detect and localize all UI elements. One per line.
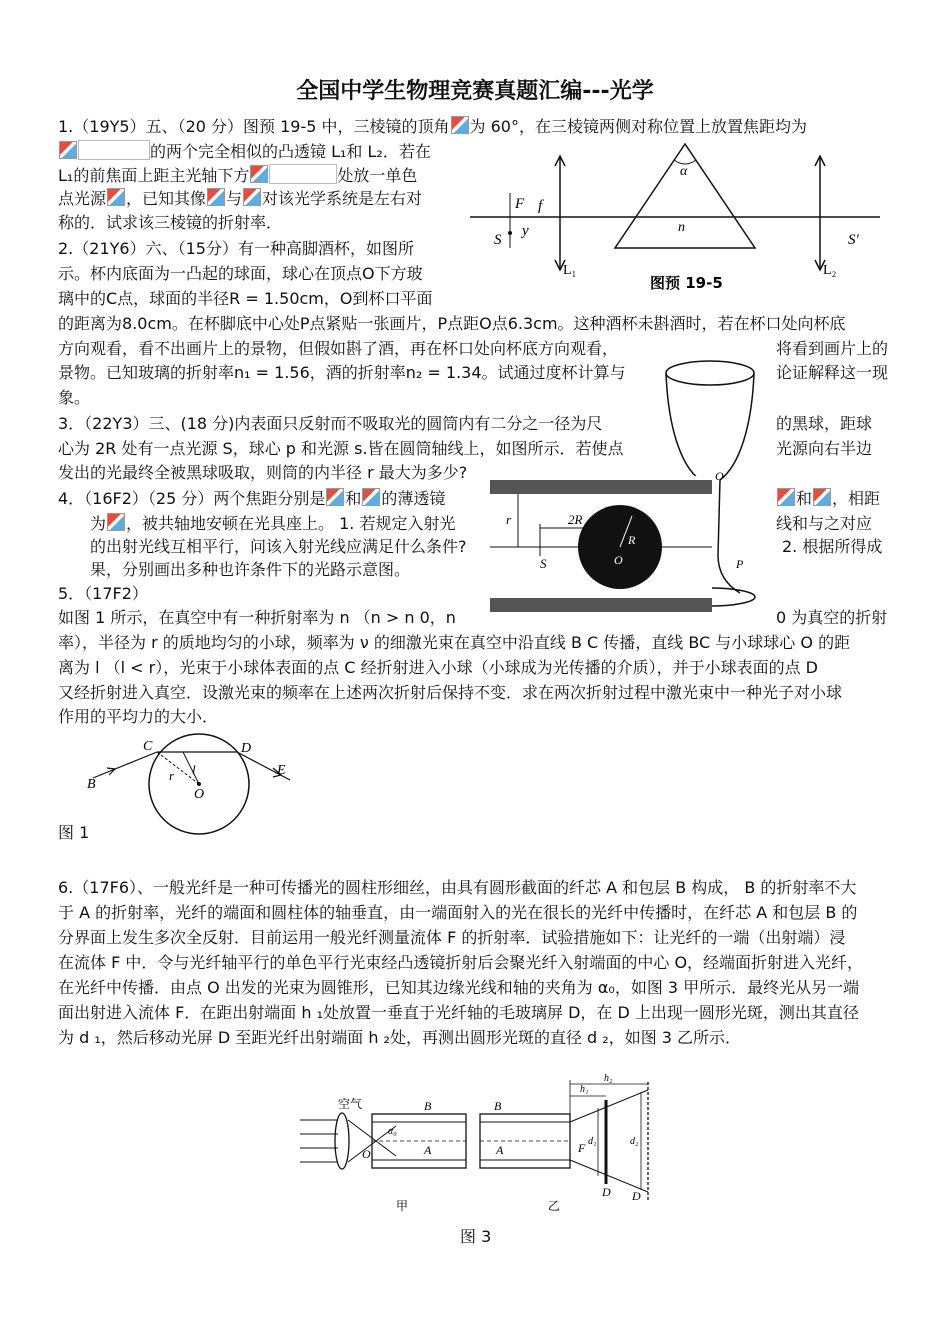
label-air: 空气 [338, 1097, 363, 1111]
p4-line2 [90, 513, 455, 535]
p5-line3: 率），半径为 r 的质地均匀的小球，频率为 ν 的细激光束在真空中沿直线 B C 传播，直线 BC 与小球球心 O 的距 [58, 633, 851, 652]
label-B: B [424, 1099, 432, 1113]
page-title: 全国中学生物理竞赛真题汇编---光学 [296, 79, 654, 104]
image-placeholder-icon [813, 488, 831, 506]
p6-line6: 面出射进入流体 F．在距出射端面 h ₁处放置一垂直于光纤轴的毛玻璃屏 D，在 D 上出现一圆形光斑，测出其直径 [58, 1003, 859, 1022]
convex-lens [335, 1113, 349, 1169]
p3-line2-right: 光源向右半边 [776, 439, 873, 458]
label-L2: L₂ [823, 263, 837, 278]
prism-figure [460, 138, 890, 298]
p6-line4: 在流体 F 中．令与光纤轴平行的单色平行光束经凸透镜折射后会聚光纤入射端面的中心 O，经端面折射进入光纤， [58, 953, 864, 972]
p2-line6: 景物。已知玻璃的折射率n₁ = 1.56，酒的折射率n₂ = 1.34。试通过度杯计算与 [58, 363, 626, 382]
image-placeholder-icon [107, 188, 125, 206]
p3-line3: 发出的光最终全被黑球吸取，则筒的内半径 r 最大为多少? [58, 463, 468, 482]
formula-box [269, 164, 337, 184]
label-alpha0: α₀ [388, 1126, 397, 1137]
p4-line2-right: 线和与之对应 [776, 514, 873, 533]
label-A: A [424, 1143, 432, 1157]
figure-3-caption: 图 3 [460, 1227, 492, 1246]
image-placeholder-icon [362, 488, 380, 506]
p4-line3-right: 2. 根据所得成 [782, 537, 883, 556]
center-O [197, 782, 201, 786]
p2-line4: 的距离为8.0cm。在杯脚底中心处P点紧贴一张画片，P点距O点6.3cm。这种酒杯未斟酒时，若在杯口处向杯底 [58, 314, 846, 333]
p6-line7: 为 d ₁，然后移动光屏 D 至距光纤出射端面 h ₂处，再测出圆形光斑的直径 d ₂，如图 3 乙所示． [58, 1028, 742, 1047]
label-d2: d₂ [630, 1136, 639, 1147]
p1-line1 [58, 116, 807, 138]
glass-stem-right [718, 480, 740, 593]
label-O: O [715, 469, 724, 483]
label-A: A [496, 1143, 504, 1157]
label-r: r [506, 512, 512, 527]
ray-BC [93, 752, 157, 778]
label-D: D [602, 1185, 611, 1199]
p4-text: ，相距 [832, 489, 881, 508]
p4-text: ，被共轴地安顿在光具座上。 1. 若规定入射光 [126, 514, 456, 533]
p6-line5: 在光纤中传播．由点 O 出发的光束为圆锥形，已知其边缘光线和轴的夹角为 α₀，如图 3 甲所示．最终光从另一端 [58, 978, 860, 997]
image-placeholder-icon [59, 141, 77, 159]
p5-line1: 5．（17F2） [58, 584, 148, 603]
label-d1: d₁ [588, 1136, 597, 1147]
tube-wall-top [490, 480, 712, 494]
image-placeholder-icon [451, 116, 469, 134]
figure-caption: 图预 19-5 [650, 274, 723, 292]
p1-text: 对该光学系统是左右对 [262, 189, 423, 208]
label-B: B [494, 1099, 502, 1113]
p1-text: 与 [226, 189, 243, 208]
p5-line2-right: 0 为真空的折射 [776, 608, 888, 627]
glass-rim [666, 361, 754, 385]
label-P: P [736, 557, 744, 571]
label-F: F [515, 196, 525, 212]
label-S: S [494, 232, 502, 248]
image-placeholder-icon [107, 513, 125, 531]
label-R: R [628, 533, 636, 547]
p6-line1: 6.（17F6）、一般光纤是一种可传播光的圆柱形细丝，由具有圆形截面的纤芯 A 和包层 B 构成， B 的折射率不大 [58, 878, 857, 897]
p2-line1: 2.（21Y6）六、（15分）有一种高脚酒杯，如图所 [58, 239, 414, 258]
image-placeholder-icon [250, 165, 268, 183]
cone-ray [376, 1141, 396, 1156]
p2-line6-right: 论证解释这一现 [776, 363, 889, 382]
p1-line2 [58, 140, 431, 163]
p3-line1-right: 的黑球，距球 [776, 414, 873, 433]
p3-line2: 心为 2R 处有一点光源 S，球心 p 和光源 s.皆在圆筒轴线上，如图所示．若使点 [58, 439, 624, 458]
p5-line6: 作用的平均力的大小． [58, 707, 219, 726]
p1-text: 1.（19Y5）五、（20 分）图预 19-5 中，三棱镜的顶角 [58, 117, 450, 136]
label-S-prime: S' [848, 232, 859, 248]
label-jia: 甲 [396, 1199, 409, 1213]
label-O: O [362, 1147, 371, 1161]
p2-line5-right: 将看到画片上的 [776, 339, 889, 358]
glass-right-wall [720, 373, 754, 480]
p5-line5: 又经折射进入真空．设激光束的频率在上述两次折射后保持不变．求在两次折射过程中激光束中一种光子对小球 [58, 683, 843, 702]
label-D: D [632, 1189, 641, 1203]
formula-box [78, 140, 150, 160]
prism [615, 144, 755, 248]
p1-text: ，已知其像 [126, 189, 207, 208]
sphere-figure [85, 730, 305, 838]
label-C: C [143, 739, 153, 754]
optical-fiber-figure [298, 1072, 660, 1218]
label-L1: L₁ [563, 263, 577, 278]
point-source [508, 231, 512, 235]
image-placeholder-icon [326, 488, 344, 506]
tube-wall-bottom [490, 598, 712, 612]
p1-text: 点光源 [58, 189, 107, 208]
distance-l [183, 752, 199, 784]
label-F: F [578, 1141, 586, 1155]
label-l: l [192, 762, 196, 777]
p4-text: 的薄透镜 [381, 489, 446, 508]
p1-line5: 称的．试求该三棱镜的折射率． [58, 213, 283, 232]
p3-line1: 3．（22Y3）三、(18 分)内表面只反射而不吸取光的圆筒内有二分之一径为尺 [58, 414, 603, 433]
p1-line4 [58, 188, 422, 210]
label-y: y [522, 223, 529, 239]
p4-text: 和 [345, 489, 362, 508]
label-D: D [241, 741, 252, 756]
label-E: E [277, 763, 286, 778]
label-h1: h₁ [580, 1084, 589, 1095]
label-O: O [194, 787, 205, 802]
label-f: f [538, 198, 543, 214]
label-h2: h₂ [604, 1073, 613, 1084]
label-2R: 2R [568, 512, 583, 527]
p4-line3: 的出射光线互相平行，问该入射光线应满足什么条件? [90, 537, 467, 556]
figure-1-caption: 图 1 [58, 823, 90, 842]
p4-text: 4．（16F2）（25 分）两个焦距分别是 [58, 489, 326, 508]
p2-line5: 方向观看，看不出画片上的景物，但假如斟了酒，再在杯口处向杯底方向观看， [58, 339, 619, 358]
p1-text: 的两个完全相似的凸透镜 L₁和 L₂．若在 [150, 142, 431, 161]
p6-line3: 分界面上发生多次全反射．目前运用一般光纤测量流体 F 的折射率．试验措施如下：让光纤的一端（出射端）浸 [58, 928, 846, 947]
p2-line2: 示。杯内底面为一凸起的球面，球心在顶点O下方玻 [58, 264, 423, 283]
p4-line4: 果，分别画出多种也许条件下的光路示意图。 [90, 560, 411, 579]
p5-line4: 离为 l （l < r），光束于小球体表面的点 C 经折射进入小球（小球成为光传播的介质），并于小球表面的点 D [58, 658, 818, 677]
p4-text: 为 [90, 514, 107, 533]
label-S: S [540, 556, 547, 571]
p1-line3 [58, 164, 417, 187]
label-n: n [678, 220, 685, 235]
p1-text: 处放一单色 [337, 166, 418, 185]
p4-line1-right [776, 488, 880, 510]
label-yi: 乙 [548, 1199, 561, 1213]
p5-line2: 如图 1 所示，在真空中有一种折射率为 n （n > n 0，n [58, 608, 456, 627]
image-placeholder-icon [207, 188, 225, 206]
label-alpha: α [680, 164, 688, 179]
p4-line1 [58, 488, 445, 510]
glass-left-wall [666, 373, 700, 480]
p4-text: 和 [796, 489, 813, 508]
label-O: O [614, 553, 623, 567]
label-r: r [169, 768, 175, 783]
p6-line2: 于 A 的折射率，光纤的端面和圆柱体的轴垂直，由一端面射入的光在很长的光纤中传播时，在纤芯 A 和包层 B 的 [58, 903, 858, 922]
image-placeholder-icon [243, 188, 261, 206]
cylinder-figure [490, 476, 712, 616]
image-placeholder-icon [777, 488, 795, 506]
p2-line3: 璃中的C点，球面的半径R = 1.50cm，O到杯口平面 [58, 289, 433, 308]
p2-line7: 象。 [58, 388, 91, 407]
p1-text: 为 60°，在三棱镜两侧对称位置上放置焦距均为 [469, 117, 807, 136]
p1-text: L₁的前焦面上距主光轴下方 [58, 166, 250, 185]
label-B: B [87, 777, 96, 792]
